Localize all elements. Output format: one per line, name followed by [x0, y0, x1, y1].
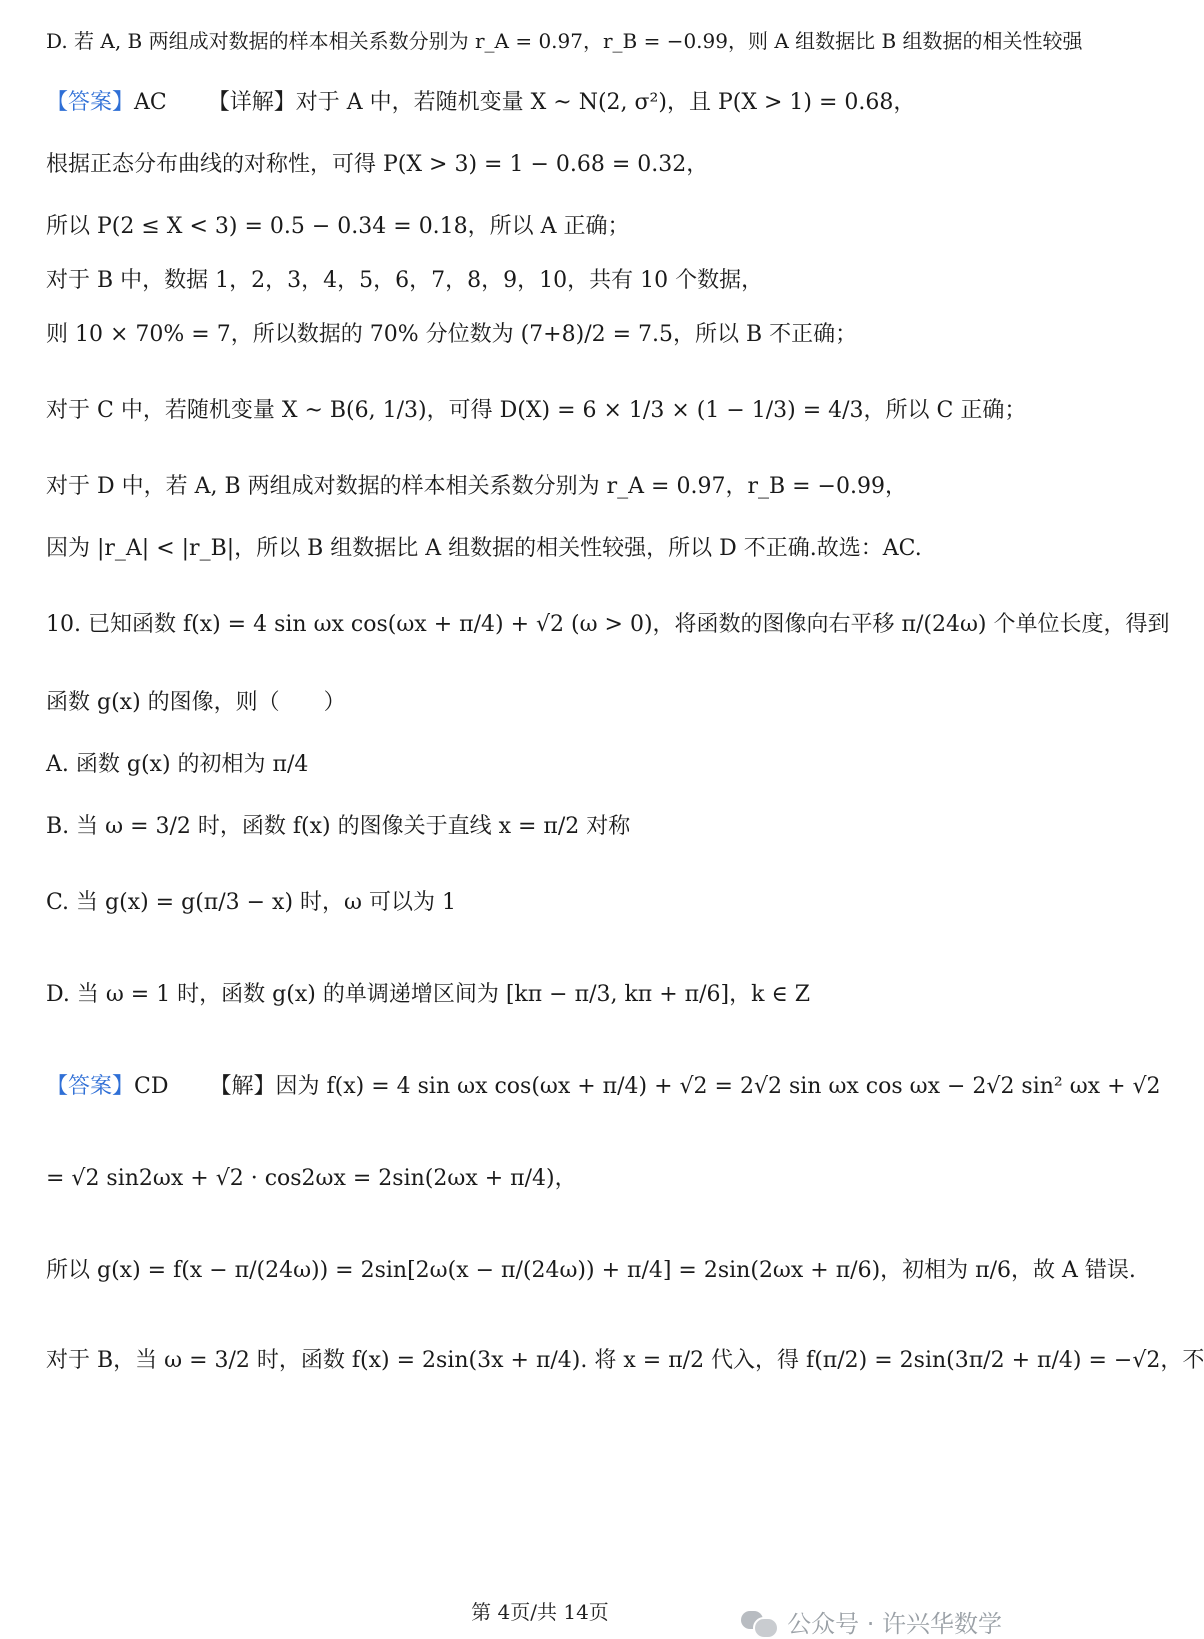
option-b: B. 当 ω = 3/2 时，函数 f(x) 的图像关于直线 x = π/2 对称 [46, 814, 631, 839]
solution-line: = √2 sin2ωx + √2 · cos2ωx = 2sin(2ωx + π/4)， [46, 1166, 577, 1191]
answer-choice: AC [134, 90, 167, 115]
solution-line: 因为 |r_A| < |r_B|，所以 B 组数据比 A 组数据的相关性较强，所以 D 不正确.故选：AC. [46, 536, 922, 561]
answer-choice: CD [134, 1074, 169, 1099]
solution-line: 根据正态分布曲线的对称性，可得 P(X > 3) = 1 − 0.68 = 0.32， [46, 152, 709, 177]
answer-block-2 [46, 1072, 1161, 1102]
detail-tag: 【详解】 [207, 90, 296, 115]
solution-line: 对于 C 中，若随机变量 X ~ B(6, 1/3)，可得 D(X) = 6 × 1/3 × (1 − 1/3) = 4/3，所以 C 正确； [46, 398, 1027, 423]
detail-tag: 【解】 [209, 1074, 276, 1099]
solution-line: 对于 B 中，数据 1，2，3，4，5，6，7，8，9，10，共有 10 个数据， [46, 268, 764, 293]
option-c: C. 当 g(x) = g(π/3 − x) 时，ω 可以为 1 [46, 890, 456, 915]
answer-tag: 【答案】 [46, 90, 135, 115]
option-d: D. 当 ω = 1 时，函数 g(x) 的单调递增区间为 [kπ − π/3, kπ + π/6]，k ∈ Z [46, 982, 811, 1007]
solution-line: 所以 P(2 ≤ X < 3) = 0.5 − 0.34 = 0.18，所以 A 正确； [46, 214, 630, 239]
solution-line: 对于 D 中，若 A, B 两组成对数据的样本相关系数分别为 r_A = 0.97，r_B = −0.99， [46, 474, 907, 499]
question-10-stem: 10. 已知函数 f(x) = 4 sin ωx cos(ωx + π/4) + √2 (ω > 0)，将函数的图像向右平移 π/(24ω) 个单位长度，得到 [46, 612, 1170, 637]
answer-tag: 【答案】 [46, 1074, 135, 1099]
page-number: 第 4页/共 14页 [471, 1600, 609, 1624]
solution-line: 对于 B，当 ω = 3/2 时，函数 f(x) = 2sin(3x + π/4). 将 x = π/2 代入，得 f(π/2) = 2sin(3π/2 + π/4) = −√2，不 [46, 1348, 1204, 1373]
detail-text: 对于 A 中，若随机变量 X ~ N(2, σ²)，且 P(X > 1) = 0.68， [295, 90, 916, 115]
question-10-stem-cont: 函数 g(x) 的图像，则（ ） [46, 690, 346, 715]
detail-text: 因为 f(x) = 4 sin ωx cos(ωx + π/4) + √2 = 2√2 sin ωx cos ωx − 2√2 sin² ωx + √2 [275, 1074, 1161, 1099]
solution-line: 则 10 × 70% = 7，所以数据的 70% 分位数为 (7+8)/2 = 7.5，所以 B 不正确； [46, 322, 858, 347]
solution-line: 所以 g(x) = f(x − π/(24ω)) = 2sin[2ω(x − π/(24ω)) + π/4] = 2sin(2ωx + π/6)，初相为 π/6，故 A 错误. [46, 1258, 1136, 1283]
option-d-previous: D. 若 A, B 两组成对数据的样本相关系数分别为 r_A = 0.97，r_B = −0.99，则 A 组数据比 B 组数据的相关性较强 [46, 29, 1083, 53]
option-a: A. 函数 g(x) 的初相为 π/4 [46, 752, 309, 777]
watermark-text: 公众号 · 许兴华数学 [787, 1610, 1002, 1638]
answer-block-1 [46, 88, 1040, 118]
